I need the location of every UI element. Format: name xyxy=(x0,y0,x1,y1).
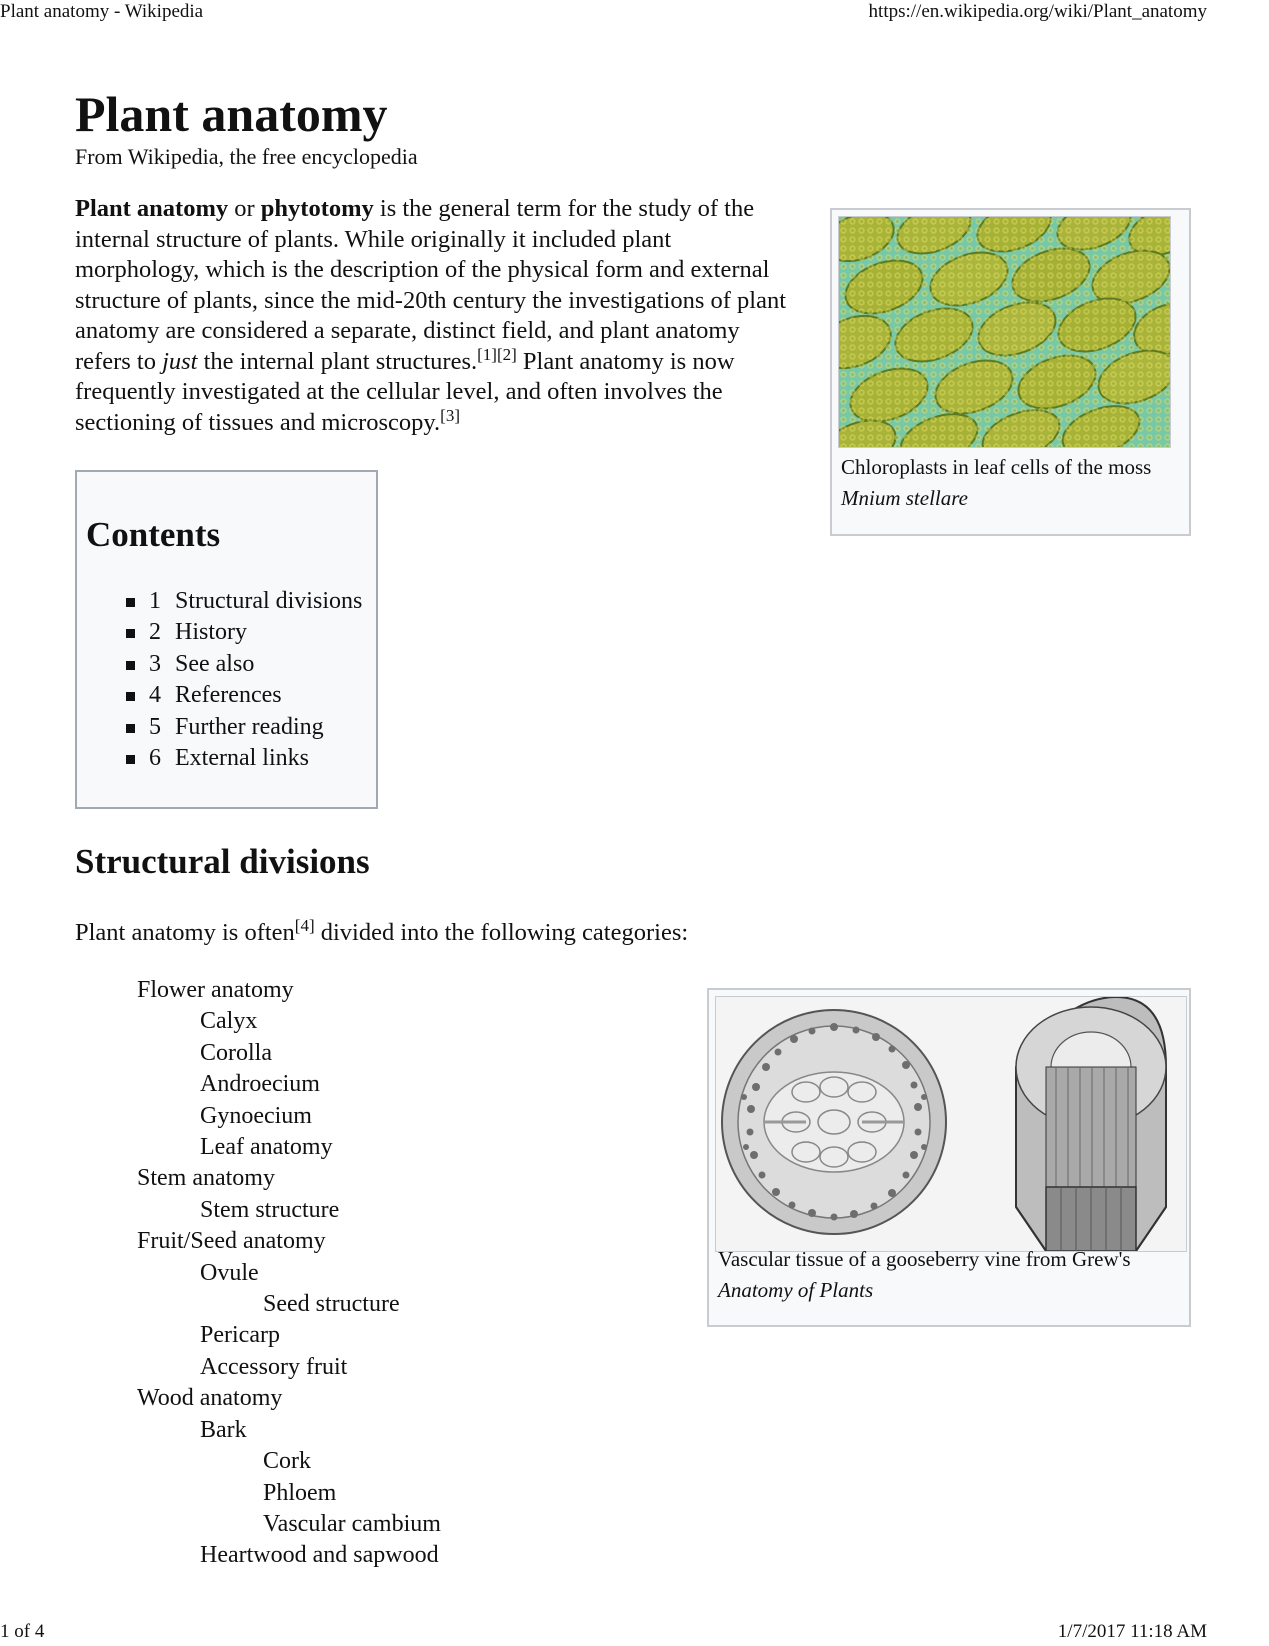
reference-link-2[interactable]: [2] xyxy=(496,344,517,364)
toc-label: Structural divisions xyxy=(175,588,363,614)
gooseberry-vascular-tissue-icon[interactable] xyxy=(715,996,1187,1252)
toc-label: External links xyxy=(175,745,309,772)
toc-title: Contents xyxy=(86,515,221,554)
reference-link-3[interactable]: [3] xyxy=(440,405,460,425)
list-item: Vascular cambium xyxy=(263,1510,441,1537)
list-item: Accessory fruit xyxy=(200,1353,348,1380)
section-paragraph xyxy=(75,917,688,949)
toc-number: 3 xyxy=(149,650,161,677)
intro-or: or xyxy=(228,195,261,222)
toc-item-history[interactable] xyxy=(126,617,362,648)
toc-list xyxy=(126,586,362,774)
intro-term-plant-anatomy: Plant anatomy xyxy=(75,195,229,222)
figure-caption-gooseberry xyxy=(718,1244,1188,1306)
list-item: Gynoecium xyxy=(200,1102,312,1129)
list-item: Calyx xyxy=(200,1008,258,1035)
category-list xyxy=(137,975,441,1572)
toc-label: Further reading xyxy=(175,713,324,740)
intro-text-3: Plant anatomy is now frequently investigated at the cellular level, and often involves the sectioning of tissues and microscopy. xyxy=(75,347,735,436)
list-item: Cork xyxy=(263,1448,311,1475)
list-item: Fruit/Seed anatomy xyxy=(137,1228,326,1255)
page-subtitle: From Wikipedia, the free encyclopedia xyxy=(75,144,418,169)
reference-link-4[interactable]: [4] xyxy=(294,915,315,935)
print-footer-datetime: 1/7/2017 11:18 AM xyxy=(1057,1621,1207,1642)
intro-emphasis: just xyxy=(162,347,198,375)
figure-moss-cells xyxy=(830,208,1191,536)
figure-caption-moss xyxy=(841,452,1176,514)
toc-number: 5 xyxy=(149,713,161,740)
toc-item-external-links[interactable] xyxy=(126,743,362,774)
section-text-before: Plant anatomy is often xyxy=(75,919,295,946)
list-item: Ovule xyxy=(200,1259,259,1286)
intro-text-2: the internal plant structures. xyxy=(197,347,478,375)
figure-caption-text: Chloroplasts in leaf cells of the moss xyxy=(841,455,1152,479)
list-item: Corolla xyxy=(200,1039,272,1066)
toc-number: 4 xyxy=(149,682,161,709)
toc-label: See also xyxy=(175,650,255,677)
print-footer-page: 1 of 4 xyxy=(0,1621,45,1642)
list-item: Phloem xyxy=(263,1479,337,1506)
list-item: Flower anatomy xyxy=(137,977,294,1003)
figure-caption-book-title: Anatomy of Plants xyxy=(718,1278,874,1302)
toc-item-see-also[interactable] xyxy=(126,649,362,680)
list-item: Bark xyxy=(200,1416,247,1443)
print-header-title: Plant anatomy - Wikipedia xyxy=(0,1,204,22)
list-item: Androecium xyxy=(200,1071,320,1098)
toc-item-structural-divisions[interactable] xyxy=(126,586,362,617)
list-item: Leaf anatomy xyxy=(200,1134,333,1161)
list-item: Stem anatomy xyxy=(137,1165,275,1192)
intro-term-phytotomy: phytotomy xyxy=(260,195,374,222)
intro-paragraph xyxy=(75,194,795,438)
toc-number: 1 xyxy=(149,588,161,614)
list-item: Heartwood and sapwood xyxy=(200,1542,439,1569)
list-item: Pericarp xyxy=(200,1322,280,1349)
figure-gooseberry-vascular xyxy=(707,988,1191,1327)
figure-caption-text: Vascular tissue of a gooseberry vine from Grew's xyxy=(718,1247,1131,1271)
toc-number: 6 xyxy=(149,745,161,772)
figure-caption-species: Mnium stellare xyxy=(841,486,968,510)
reference-link-1[interactable]: [1] xyxy=(477,344,497,364)
section-text-after: divided into the following categories: xyxy=(314,919,689,946)
toc-label: References xyxy=(175,682,282,709)
list-item: Seed structure xyxy=(263,1291,400,1318)
print-header-url: https://en.wikipedia.org/wiki/Plant_anatomy xyxy=(868,1,1207,22)
toc-item-further-reading[interactable] xyxy=(126,712,362,743)
section-heading-structural-divisions: Structural divisions xyxy=(75,842,370,881)
moss-leaf-cells-icon[interactable] xyxy=(838,216,1171,448)
toc-number: 2 xyxy=(149,619,161,646)
list-item: Stem structure xyxy=(200,1196,340,1223)
page-title: Plant anatomy xyxy=(75,86,388,142)
toc-item-references[interactable] xyxy=(126,680,362,711)
list-item: Wood anatomy xyxy=(137,1385,283,1412)
toc-label: History xyxy=(175,619,247,646)
table-of-contents xyxy=(75,470,378,809)
intro-text-1: is the general term for the study of the internal structure of plants. While originally it included plant morphology, which is the description of the physical form and external structure of plants, since the mid-20th century the investigations of plant anatomy are considered a separate, distinct field, and plant anatomy refers to xyxy=(75,195,787,375)
